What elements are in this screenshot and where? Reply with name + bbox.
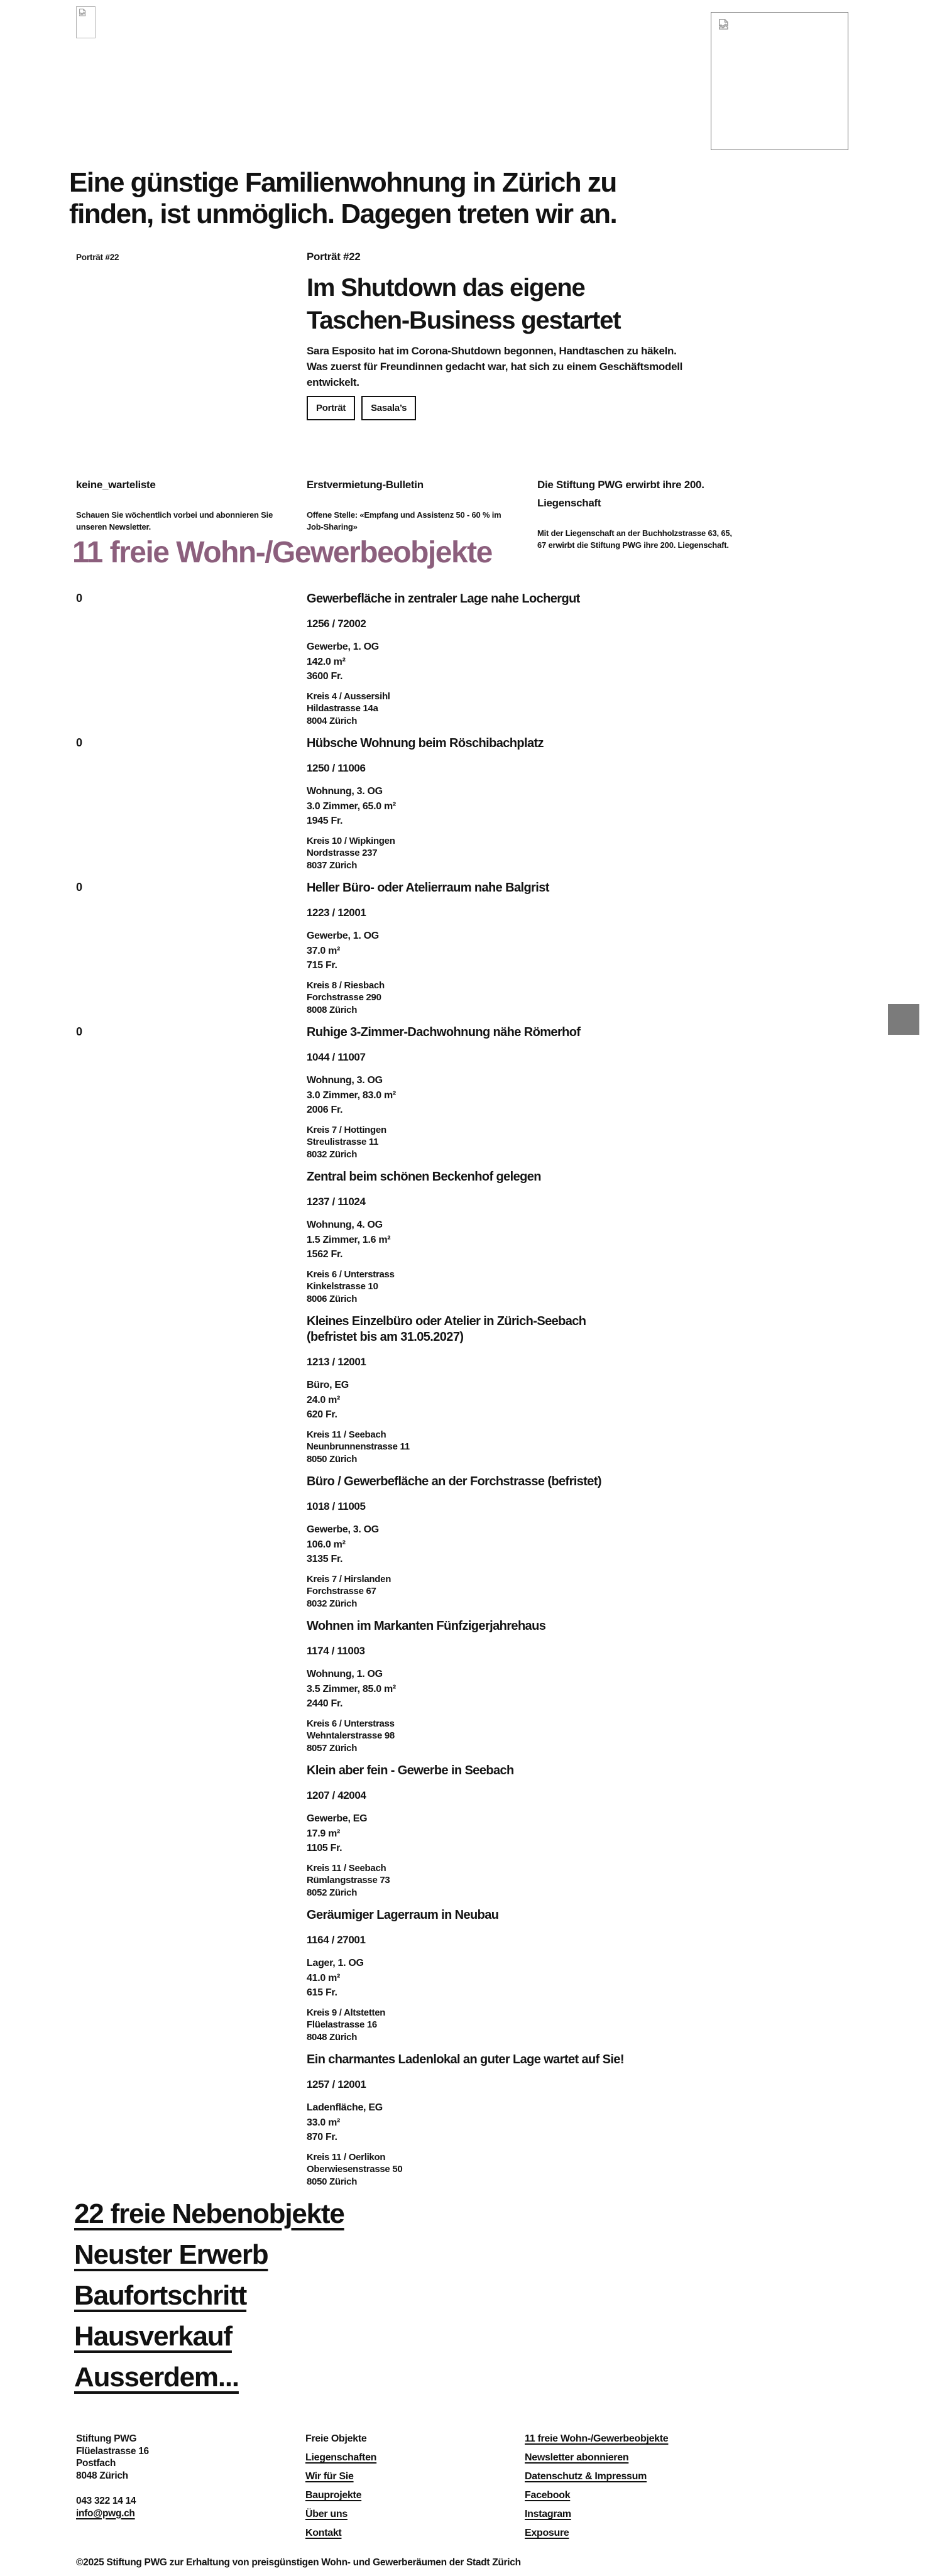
- footer-nav-item[interactable]: Kontakt: [305, 2528, 342, 2538]
- listing-details: Büro, EG 24.0 m² 620 Fr.: [307, 1380, 349, 1420]
- scrollbar-thumb[interactable]: [888, 1004, 919, 1035]
- footer-email-link[interactable]: info@pwg.ch: [76, 2508, 135, 2519]
- hero-image-placeholder: [711, 12, 848, 150]
- listing-title[interactable]: Wohnen im Markanten Fünfzigerjahrehaus: [307, 1619, 546, 1633]
- listing-id: 1213 / 12001: [307, 1356, 366, 1368]
- portrait-kicker: Porträt #22: [307, 251, 361, 263]
- portrait-tags: [307, 396, 797, 420]
- section-link[interactable]: Baufortschritt: [74, 2280, 247, 2311]
- listing-id: 1164 / 27001: [307, 1934, 366, 1946]
- portrait-title[interactable]: Im Shutdown das eigene Taschen-Business gestartet: [307, 274, 621, 334]
- news-column-title[interactable]: Die Stiftung PWG erwirbt ihre 200. Liegenschaft: [537, 479, 704, 509]
- listings-list: [0, 591, 925, 2197]
- hero-headline: Eine günstige Familienwohnung in Zürich zu finden, ist unmöglich. Dagegen treten wir an.: [69, 167, 617, 229]
- listing-address: Kreis 8 / Riesbach Forchstrasse 290 8008 Zürich: [307, 980, 385, 1015]
- listing-details: Ladenfläche, EG 33.0 m² 870 Fr.: [307, 2102, 383, 2142]
- news-column-title[interactable]: Erstvermietung-Bulletin: [307, 479, 424, 491]
- footer-nav-item[interactable]: Über uns: [305, 2509, 348, 2519]
- listing-id: 1256 / 72002: [307, 618, 366, 630]
- listing-details: Wohnung, 3. OG 3.0 Zimmer, 65.0 m² 1945 Fr.: [307, 786, 396, 826]
- listing-address: Kreis 11 / Seebach Neunbrunnenstrasse 11 8050 Zürich: [307, 1429, 410, 1465]
- listing-title[interactable]: Büro / Gewerbefläche an der Forchstrasse (befristet): [307, 1475, 601, 1488]
- footer-nav-item[interactable]: Wir für Sie: [305, 2471, 354, 2482]
- listing-address: Kreis 6 / Unterstrass Wehntalerstrasse 98 8057 Zürich: [307, 1718, 395, 1754]
- footer-nav-item[interactable]: Liegenschaften: [305, 2452, 377, 2463]
- listing-id: 1174 / 11003: [307, 1645, 365, 1657]
- portrait-side-label: Porträt #22: [76, 253, 119, 262]
- tag-chip[interactable]: Sasala’s: [361, 396, 416, 420]
- listing-image-placeholder: 0: [76, 881, 83, 893]
- section-link[interactable]: Ausserdem...: [74, 2362, 239, 2393]
- listing-address: Kreis 11 / Oerlikon Oberwiesenstrasse 50 8050 Zürich: [307, 2151, 403, 2187]
- listing-image-placeholder: 0: [76, 1025, 83, 1038]
- listing-id: 1250 / 11006: [307, 762, 366, 774]
- broken-image-icon: [78, 8, 87, 17]
- footer-address: Stiftung PWG Flüelastrasse 16 Postfach 8048 Zürich: [76, 2433, 149, 2481]
- listing-address: Kreis 11 / Seebach Rümlangstrasse 73 8052 Zürich: [307, 1862, 390, 1898]
- listing-details: Gewerbe, EG 17.9 m² 1105 Fr.: [307, 1813, 368, 1853]
- listing-title[interactable]: Gewerbefläche in zentraler Lage nahe Lochergut: [307, 592, 580, 606]
- listing-item: [0, 2052, 925, 2188]
- portrait-description: Sara Esposito hat im Corona-Shutdown begonnen, Handtaschen zu häkeln. Was zuerst für Freundinnen gedacht war, hat sich zu einem Geschäftsmodell entwickelt.: [307, 345, 683, 388]
- footer-nav-item[interactable]: Freie Objekte: [305, 2433, 367, 2444]
- listing-details: Gewerbe, 3. OG 106.0 m² 3135 Fr.: [307, 1524, 379, 1564]
- listings-heading: 11 freie Wohn-/Gewerbeobjekte: [72, 536, 492, 569]
- listing-item: [0, 1763, 925, 1899]
- listing-title[interactable]: Kleines Einzelbüro oder Atelier in Zürich-Seebach (befristet bis am 31.05.2027): [307, 1314, 586, 1344]
- listing-item: [0, 1314, 925, 1465]
- logo-image-placeholder[interactable]: [76, 6, 96, 38]
- listing-title[interactable]: Klein aber fein - Gewerbe in Seebach: [307, 1764, 514, 1777]
- footer-meta-item[interactable]: Instagram: [525, 2509, 571, 2519]
- listing-id: 1044 / 11007: [307, 1051, 366, 1063]
- portrait-teaser: [307, 250, 797, 420]
- footer-meta-item[interactable]: Newsletter abonnieren: [525, 2452, 629, 2463]
- listing-id: 1018 / 11005: [307, 1500, 366, 1512]
- listing-item: [0, 1169, 925, 1305]
- listing-address: Kreis 6 / Unterstrass Kinkelstrasse 10 8006 Zürich: [307, 1269, 395, 1304]
- listing-id: 1207 / 42004: [307, 1789, 366, 1801]
- listing-id: 1237 / 11024: [307, 1196, 366, 1208]
- listing-title[interactable]: Hübsche Wohnung beim Röschibachplatz: [307, 736, 544, 750]
- listing-address: Kreis 4 / Aussersihl Hildastrasse 14a 8004 Zürich: [307, 690, 390, 726]
- news-column-body: Schauen Sie wöchentlich vorbei und abonnieren Sie unseren Newsletter.: [76, 510, 273, 532]
- listing-item: [0, 1907, 925, 2043]
- listing-item: [0, 1025, 925, 1160]
- news-column: [537, 476, 745, 551]
- footer-nav-main: [305, 2433, 376, 2546]
- listing-details: Lager, 1. OG 41.0 m² 615 Fr.: [307, 1958, 364, 1998]
- listing-item: [0, 591, 925, 727]
- listing-item: [0, 880, 925, 1016]
- listing-details: Wohnung, 1. OG 3.5 Zimmer, 85.0 m² 2440 Fr.: [307, 1669, 396, 1709]
- listing-details: Wohnung, 4. OG 1.5 Zimmer, 1.6 m² 1562 Fr.: [307, 1220, 391, 1260]
- listing-address: Kreis 9 / Altstetten Flüelastrasse 16 8048 Zürich: [307, 2007, 386, 2043]
- broken-image-icon: [717, 18, 730, 31]
- section-links: [74, 2199, 344, 2403]
- footer-phone: 043 322 14 14: [76, 2496, 136, 2506]
- news-column-title[interactable]: keine_warteliste: [76, 479, 156, 491]
- tag-chip[interactable]: Porträt: [307, 396, 355, 420]
- listing-details: Gewerbe, 1. OG 37.0 m² 715 Fr.: [307, 931, 379, 971]
- listing-address: Kreis 10 / Wipkingen Nordstrasse 237 8037 Zürich: [307, 835, 395, 871]
- section-link[interactable]: 22 freie Nebenobjekte: [74, 2198, 344, 2229]
- listing-title[interactable]: Geräumiger Lagerraum in Neubau: [307, 1908, 499, 1922]
- listing-title[interactable]: Zentral beim schönen Beckenhof gelegen: [307, 1170, 541, 1184]
- listing-title[interactable]: Heller Büro- oder Atelierraum nahe Balgrist: [307, 881, 549, 895]
- footer-meta-item[interactable]: Datenschutz & Impressum: [525, 2471, 647, 2482]
- listing-id: 1223 / 12001: [307, 907, 366, 919]
- listing-image-placeholder: 0: [76, 592, 83, 604]
- section-link[interactable]: Hausverkauf: [74, 2321, 232, 2352]
- news-column-body: Offene Stelle: «Empfang und Assistenz 50 - 60 % im Job-Sharing»: [307, 510, 501, 532]
- footer-nav-item[interactable]: Bauprojekte: [305, 2490, 362, 2501]
- section-link[interactable]: Neuster Erwerb: [74, 2239, 268, 2270]
- listing-item: [0, 1474, 925, 1610]
- copyright: ©2025 Stiftung PWG zur Erhaltung von preisgünstigen Wohn- und Gewerberäumen der Stadt Zürich: [76, 2557, 521, 2568]
- listing-details: Gewerbe, 1. OG 142.0 m² 3600 Fr.: [307, 641, 379, 682]
- news-column-body: Mit der Liegenschaft an der Buchholzstrasse 63, 65, 67 erwirbt die Stiftung PWG ihre 200. Liegenschaft.: [537, 528, 732, 550]
- listing-id: 1257 / 12001: [307, 2078, 366, 2090]
- footer-meta-item[interactable]: 11 freie Wohn-/Gewerbeobjekte: [525, 2433, 669, 2444]
- listing-address: Kreis 7 / Hottingen Streulistrasse 11 8032 Zürich: [307, 1124, 386, 1160]
- footer-meta-item[interactable]: Facebook: [525, 2490, 571, 2501]
- footer-nav-meta: [525, 2433, 668, 2546]
- footer-meta-item[interactable]: Exposure: [525, 2528, 569, 2538]
- listing-item: [0, 1618, 925, 1754]
- listing-details: Wohnung, 3. OG 3.0 Zimmer, 83.0 m² 2006 Fr.: [307, 1075, 396, 1115]
- listing-title[interactable]: Ein charmantes Ladenlokal an guter Lage wartet auf Sie!: [307, 2053, 624, 2066]
- listing-image-placeholder: 0: [76, 736, 83, 749]
- footer-address-block: [76, 2433, 149, 2519]
- listing-title[interactable]: Ruhige 3-Zimmer-Dachwohnung nähe Römerhof: [307, 1025, 581, 1039]
- listing-item: [0, 736, 925, 871]
- listing-address: Kreis 7 / Hirslanden Forchstrasse 67 8032 Zürich: [307, 1573, 391, 1609]
